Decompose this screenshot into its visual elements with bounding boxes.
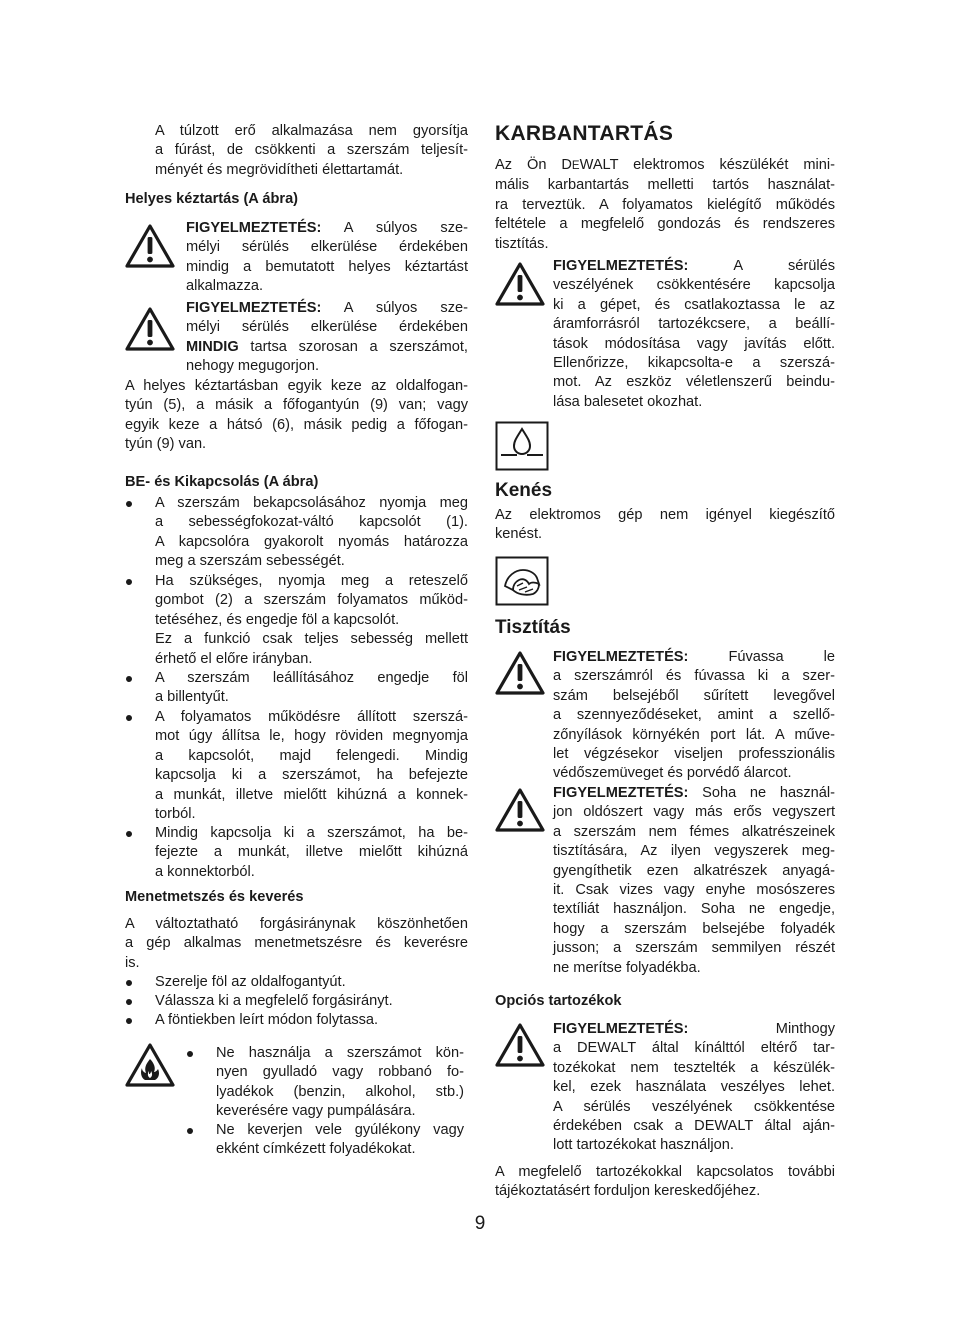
warning-label: FIGYELMEZTETÉS:: [186, 220, 322, 236]
text-line: tájékoztatásért forduljon kereskedőjéhez.: [495, 1183, 761, 1200]
text-line: Mindig kapcsolja ki a szerszámot, ha be-: [155, 825, 468, 841]
text-line: érhető el előre irányban.: [155, 650, 313, 667]
warning-label: FIGYELMEZTETÉS:: [553, 258, 689, 274]
text-line: a gép alkalmas menetmetszésre és keverésre: [125, 935, 468, 952]
text-line: mélyi sérülés elkerülése érdekében: [186, 319, 468, 336]
text-line: Ne használja a szerszámot kön-: [216, 1045, 464, 1061]
bullet-dot: [126, 501, 132, 507]
text-line: a sebességfokozat-váltó kapcsolót (1).: [155, 514, 468, 531]
warning-text: A súlyos sze-: [343, 300, 468, 316]
text-line: A folyamatos működésre állított szerszá-: [155, 709, 468, 725]
text-line: ne merítse folyadékba.: [553, 959, 701, 976]
thread-bullet-3: A föntiekben leírt módon folytassa.: [155, 1012, 379, 1028]
text-line: ra terveztük. A folyamatos kielégítő működés: [495, 196, 835, 213]
text-line: torból.: [155, 806, 196, 823]
brand-name: E: [571, 160, 580, 172]
text-line: tartsa szorosan a szerszámot,: [250, 338, 468, 355]
intro-paragraph: [155, 122, 468, 180]
text-line: mindig a bemutatott helyes kéztartást: [186, 258, 468, 275]
text-line: mot úgy állítsa le, hogy röviden megnyomja: [155, 728, 468, 745]
text-line: Ha szükséges, nyomja meg a reteszelő: [155, 573, 468, 589]
warning-label: FIGYELMEZTETÉS:: [553, 785, 689, 801]
accessories-heading: Opciós tartozékok: [495, 993, 622, 1009]
text-line: tások módosítása vagy javítás előtt.: [553, 335, 835, 352]
bullet-dot: [126, 676, 132, 682]
text-line: a szerszámról és fúvassa ki a szer-: [553, 668, 835, 685]
thread-bullet-1: Szerelje föl az oldalfogantyút.: [155, 974, 346, 990]
lubrication-paragraph: [495, 506, 835, 545]
warning-maintenance: [553, 257, 835, 412]
accessories-paragraph: [495, 1163, 835, 1202]
thread-bullet-2: Válassza ki a megfelelő forgásirányt.: [155, 993, 393, 1009]
text-line: Az Ön DEWALT elektromos készülékét mini-: [495, 157, 835, 173]
text-line: A helyes kéztartásban egyik keze az oldalfogan-: [125, 378, 468, 394]
text-line: A sérülés veszélyének csökkentése: [553, 1098, 835, 1115]
bullet-dot: [126, 831, 132, 837]
text-line: védőszemüveget és porvédő álarcot.: [553, 765, 792, 782]
text-line: tyún (5), a másik a főfogantyún (9) van; vagy: [125, 397, 468, 414]
warning-text: A súlyos sze-: [343, 220, 468, 236]
switch-bullet-4: [155, 708, 468, 824]
text-line: mot. Az eszköz véletlenszerű beindu-: [553, 374, 835, 391]
text-line: Ellenőrizze, kikapcsolta-e a szerszá-: [553, 355, 835, 372]
text-line: jon oldószert vagy más erős vegyszert: [553, 804, 835, 821]
text-line: nyen gyulladó vagy robbanó fo-: [216, 1064, 464, 1081]
warning-label: FIGYELMEZTETÉS:: [553, 649, 689, 665]
warning-grip-1: [186, 219, 468, 297]
text-line: nehogy megugorjon.: [186, 358, 320, 375]
warning-text: A sérülés: [733, 258, 835, 274]
text-line: veszélyének csökkentésére kapcsolja: [553, 277, 835, 294]
text-line: tisztítás.: [495, 235, 549, 252]
text-line: mális karbantartás melletti tartós használat-: [495, 177, 835, 194]
text-line: lyadékok (benzin, alkohol, stb.): [216, 1083, 464, 1100]
warning-text: Minthogy: [775, 1021, 835, 1037]
bullet-dot: [187, 1128, 193, 1134]
fire-bullet-1: [216, 1044, 464, 1122]
grip-paragraph: [125, 377, 468, 455]
text-line: ményét és megrövidítheti élettartamát.: [155, 161, 404, 178]
maintenance-paragraph: [495, 156, 835, 254]
text-line: jusson; a szerszám semmilyen részét: [553, 940, 835, 957]
warning-cleaning-1: [553, 648, 835, 784]
text-line: hogy a szerszám belsejébe folyadék: [553, 920, 835, 937]
text-line: a billentyűt.: [155, 689, 229, 706]
grip-heading: Helyes kéztartás (A ábra): [125, 191, 299, 207]
warning-triangle-icon: [125, 224, 175, 268]
warning-label: FIGYELMEZTETÉS:: [553, 1021, 689, 1037]
text-line: ki a gépet, és csatlakoztassa le az: [553, 296, 835, 313]
fire-bullet-2: [216, 1121, 464, 1160]
text-line: tetéséhez, és engedje föl a kapcsolót.: [155, 611, 400, 628]
text-line: ekként címkézett folyadékokat.: [216, 1141, 416, 1158]
warning-triangle-icon: [495, 651, 545, 695]
emphasis-text: MINDIG: [186, 338, 239, 355]
text-line: a DEWALT által kínálttól eltérő tar-: [553, 1040, 835, 1057]
text-line: a fúrást, de csökkenti a szerszám teljesít-: [155, 142, 468, 159]
text-line: it. Csak vizes vagy enyhe mosószeres: [553, 882, 835, 899]
text-line: Ez a funkció csak teljes sebesség mellett: [155, 631, 468, 648]
text-line: a munkát, illetve mielőtt kihúzná a konnek-: [155, 786, 468, 803]
text-line: mélyi sérülés elkerülése érdekében: [186, 239, 468, 256]
bullet-dot: [126, 980, 132, 986]
switch-bullet-3: [155, 669, 468, 708]
page-number: 9: [474, 1213, 486, 1234]
maintenance-heading: KARBANTARTÁS: [495, 122, 674, 145]
text-line: gombot (2) a szerszám folyamatos működ-: [155, 592, 468, 609]
text-line: textíliát használjon. Soha ne engedje,: [553, 901, 835, 918]
text-line: kapcsolja ki a szerszámot, ha befejezte: [155, 767, 468, 784]
warning-label: FIGYELMEZTETÉS:: [186, 300, 322, 316]
text-line: egyik keze a hátsó (6), másik pedig a főfogan-: [125, 416, 468, 433]
text-line: érdekében csak a DEWALT által aján-: [553, 1118, 835, 1135]
text-line: A változtatható forgásiránynak köszönhetően: [125, 916, 468, 932]
text-line: is.: [125, 954, 140, 971]
text-line: Az elektromos gép nem igényel kiegészítő: [495, 507, 835, 523]
text-line: tyún (9) van.: [125, 436, 207, 453]
cleaning-heading: Tisztítás: [495, 617, 571, 638]
warning-accessories: [553, 1020, 835, 1156]
warning-text: Soha ne használ-: [702, 785, 835, 801]
text-line: fejezte a munkát, illetve mielőtt kihúzná: [155, 844, 468, 861]
text-line: gyengíthetik ezen alkatrészek anyagá-: [553, 862, 835, 879]
text-line: A túlzott erő alkalmazása nem gyorsítja: [155, 123, 468, 139]
text-line: A szerszám leállításához engedje föl: [155, 670, 468, 686]
text-line: áramforrásról tartozékcsere, a beállí-: [553, 316, 835, 333]
text-line: a szennyeződéseket, amint a szellő-: [553, 707, 835, 724]
text-line: alkalmazza.: [186, 278, 264, 295]
lubrication-heading: Kenés: [495, 480, 553, 501]
text-line: zőnyílások környékén port lát. A műve-: [553, 726, 835, 743]
text-line: let végzésekor viseljen professzionális: [553, 746, 835, 763]
warning-text: Fúvassa le: [728, 649, 835, 665]
text-line: kel, ezek használata veszélyes lehet.: [553, 1079, 835, 1096]
warning-triangle-icon: [495, 262, 545, 306]
text-line: lott tartozékokat használjon.: [553, 1137, 734, 1154]
text-line: Ne keverjen vele gyúlékony vagy: [216, 1122, 464, 1138]
bullet-dot: [126, 999, 132, 1005]
text-line: meg a szerszám sebességét.: [155, 553, 345, 570]
text-line: a konnektorból.: [155, 863, 255, 880]
text-line: A kapcsolóra gyakorolt nyomás határozza: [155, 533, 468, 550]
cleaning-hand-icon: [495, 556, 549, 606]
flammable-warning-icon: [125, 1043, 175, 1087]
bullet-dot: [126, 715, 132, 721]
warning-grip-2: [186, 299, 468, 377]
text-line: kenést.: [495, 526, 543, 543]
bullet-dot: [187, 1051, 193, 1057]
text-line: szám belsejéből sűrített levegővel: [553, 687, 835, 704]
switch-bullet-1: [155, 494, 468, 572]
switch-bullet-5: [155, 824, 468, 882]
text-line: a szerszám nem fémes alkatrészeinek: [553, 823, 835, 840]
switch-heading: BE- és Kikapcsolás (A ábra): [125, 474, 319, 490]
thread-heading: Menetmetszés és keverés: [125, 889, 304, 905]
warning-triangle-icon: [495, 788, 545, 832]
text-line: keverésére vagy pumpálására.: [216, 1103, 416, 1120]
text-line: A megfelelő tartozékokkal kapcsolatos további: [495, 1164, 835, 1180]
text-line: a kapcsolót, majd felengedi. Mindig: [155, 747, 468, 764]
bullet-dot: [126, 579, 132, 585]
text-line: tozékokat nem tesztelték a készülék-: [553, 1059, 835, 1076]
thread-paragraph: [125, 915, 468, 973]
bullet-dot: [126, 1018, 132, 1024]
text-line: A szerszám bekapcsolásához nyomja meg: [155, 495, 468, 511]
oil-drop-icon: [495, 421, 549, 471]
warning-cleaning-2: [553, 784, 835, 978]
switch-bullet-2: [155, 572, 468, 669]
warning-triangle-icon: [125, 307, 175, 351]
warning-triangle-icon: [495, 1023, 545, 1067]
text-line: tisztítására, Az ilyen vegyszerek meg-: [553, 843, 835, 860]
text-line: feltétele a megfelelő gondozás és rendszeres: [495, 216, 835, 233]
text-line: lása balesetet okozhat.: [553, 393, 703, 410]
